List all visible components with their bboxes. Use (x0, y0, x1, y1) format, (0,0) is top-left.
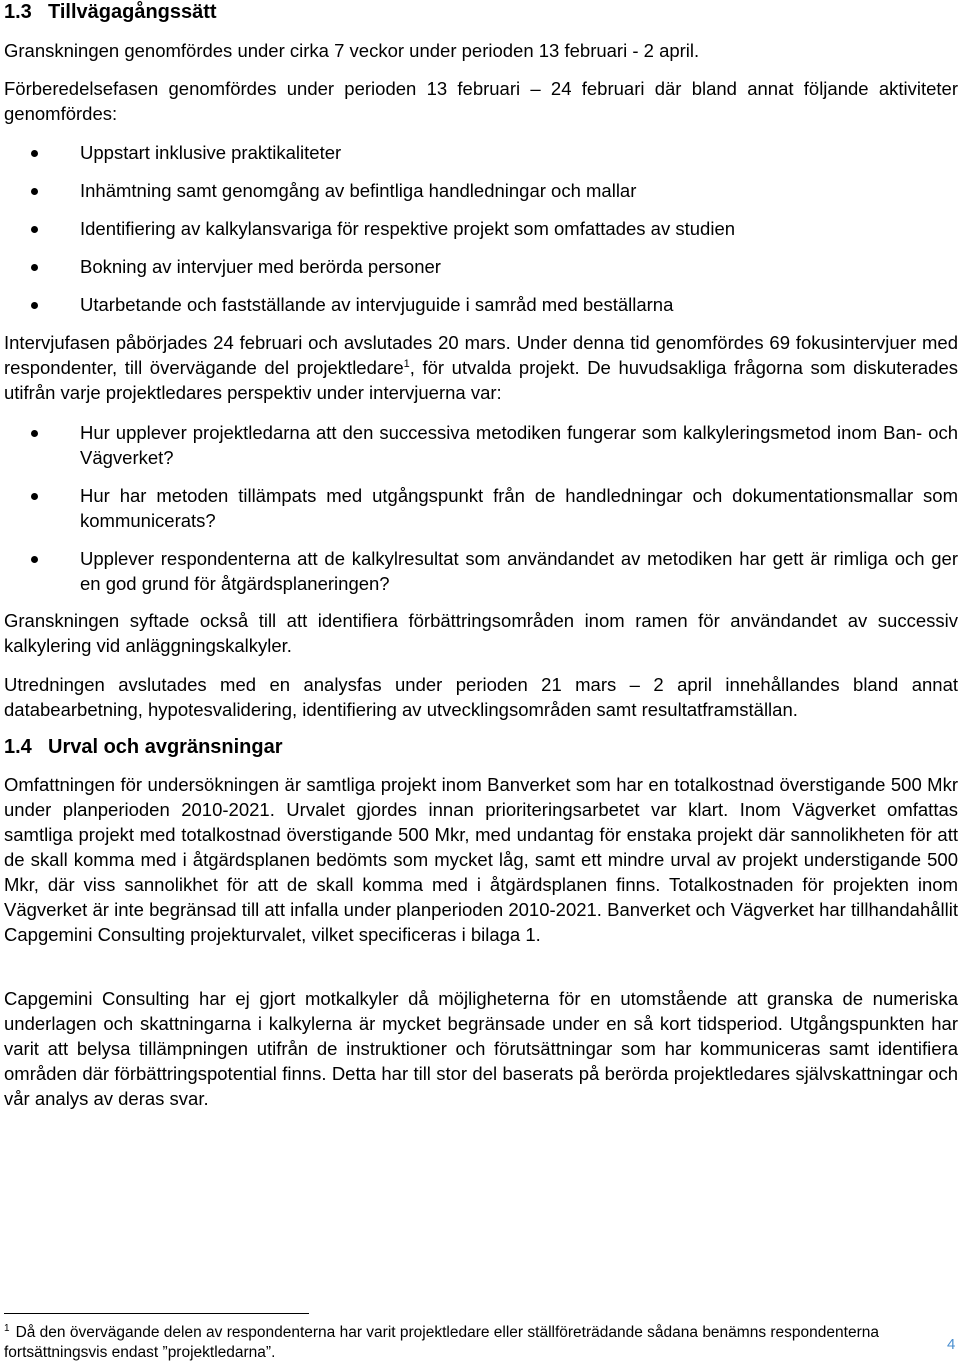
paragraph-preparation: Förberedelsefasen genomfördes under perioden 13 februari – 24 februari där bland annat följande aktiviteter genomfördes: (4, 78, 958, 124)
list-item-text: Upplever respondenterna att de kalkylresultat som användandet av metodiken har gett är rimliga och ger en god grund för åtgärdsplaneringen? (80, 548, 958, 594)
paragraph-intro: Granskningen genomfördes under cirka 7 veckor under perioden 13 februari - 2 april. (4, 40, 700, 61)
footnote-reference: 1 (403, 357, 410, 370)
bullet-icon (31, 188, 38, 195)
list-item-text: Utarbetande och fastställande av intervjuguide i samråd med beställarna (80, 294, 674, 315)
paragraph-scope: Omfattningen för undersökningen är samtliga projekt inom Banverket som har en totalkostnad överstigande 500 Mkr under planperioden 2010-2021. Urvalet gjordes innan prioriteringsarbetet var klart. Inom Vägverket omfattas samtliga projekt med totalkostnad överstigande 500 Mkr, med undantag för enstaka projekt där sannolikheten för att de skall komma med i åtgärdsplanen bedömts som mycket låg, samt ett mindre urval av projekt understigande 500 Mkr, där viss sannolikhet för att de skall komma med i åtgärdsplanen finns. Totalkostnaden för projekten inom Vägverket är inte begränsad till att infalla under planperioden 2010-2021. Banverket och Vägverket har tillhandahållit Capgemini Consulting projekturvalet, vilket specificeras i bilaga 1. (4, 774, 958, 945)
bullet-icon (31, 226, 38, 233)
section-title: Tillvägagångssätt (48, 1, 217, 23)
activity-list (4, 140, 958, 330)
section-number: 1.4 (4, 736, 32, 758)
section-heading-1-4 (4, 735, 283, 759)
question-list (4, 420, 958, 609)
footnote-divider (4, 1313, 309, 1314)
list-item (4, 216, 958, 241)
list-item-text: Hur upplever projektledarna att den successiva metodiken fungerar som kalkyleringsmetod inom Ban- och Vägverket? (80, 422, 958, 468)
list-item (4, 483, 958, 533)
list-item-text: Uppstart inklusive praktikaliteter (80, 142, 342, 163)
footnote-mark: 1 (4, 1322, 10, 1334)
bullet-icon (31, 264, 38, 271)
paragraph-text: Intervjufasen påbörjades 24 februari och avslutades 20 mars. Under denna tid genomfördes 69 fokusintervjuer med respondenter, till övervägande del projektledare (4, 332, 958, 378)
bullet-icon (31, 302, 38, 309)
list-item (4, 546, 958, 596)
page-number: 4 (947, 1336, 956, 1353)
paragraph-text: , för utvalda projekt. De huvudsakliga frågorna som diskuterades utifrån varje projektledares perspektiv under intervjuerna var: (4, 357, 958, 403)
section-title: Urval och avgränsningar (48, 736, 283, 758)
bullet-icon (31, 150, 38, 157)
list-item (4, 292, 958, 317)
list-item-text: Identifiering av kalkylansvariga för respektive projekt som omfattades av studien (80, 218, 736, 239)
document-page (4, 0, 958, 1364)
list-item-text: Hur har metoden tillämpats med utgångspunkt från de handledningar och dokumentationsmallar som kommunicerats? (80, 485, 958, 531)
bullet-icon (31, 556, 38, 563)
list-item (4, 420, 958, 470)
list-item (4, 140, 958, 165)
paragraph-review-purpose: Granskningen syftade också till att identifiera förbättringsområden inom ramen för användandet av successiv kalkylering vid anläggningskalkyler. (4, 610, 958, 656)
section-number: 1.3 (4, 1, 32, 23)
footnote-text: Då den övervägande delen av respondenterna har varit projektledare eller ställföreträdande sådana benämns respondenterna fortsättningsvis endast ”projektledarna”. (4, 1324, 879, 1361)
paragraph-interview-phase (4, 330, 958, 405)
list-item (4, 178, 958, 203)
paragraph-limitations: Capgemini Consulting har ej gjort motkalkyler då möjligheterna för en utomstående att granska de numeriska underlagen och skattningarna i kalkylerna är mycket begränsade under en så kort tidsperiod. Utgångspunkten har varit att belysa tillämpningen utifrån de instruktioner och förutsättningar som har kommuniceras samt identifiera områden där förbättringspotential finns. Detta har till stor del baserats på berörda projektledares självskattningar och vår analys av deras svar. (4, 988, 958, 1109)
section-heading-1-3 (4, 0, 217, 24)
bullet-icon (31, 493, 38, 500)
list-item-text: Bokning av intervjuer med berörda personer (80, 256, 441, 277)
list-item-text: Inhämtning samt genomgång av befintliga handledningar och mallar (80, 180, 637, 201)
paragraph-analysis-phase: Utredningen avslutades med en analysfas under perioden 21 mars – 2 april innehållandes bland annat databearbetning, hypotesvalidering, identifiering av utvecklingsområden samt resultatframställan. (4, 674, 958, 720)
footnote (4, 1323, 904, 1363)
list-item (4, 254, 958, 279)
bullet-icon (31, 430, 38, 437)
